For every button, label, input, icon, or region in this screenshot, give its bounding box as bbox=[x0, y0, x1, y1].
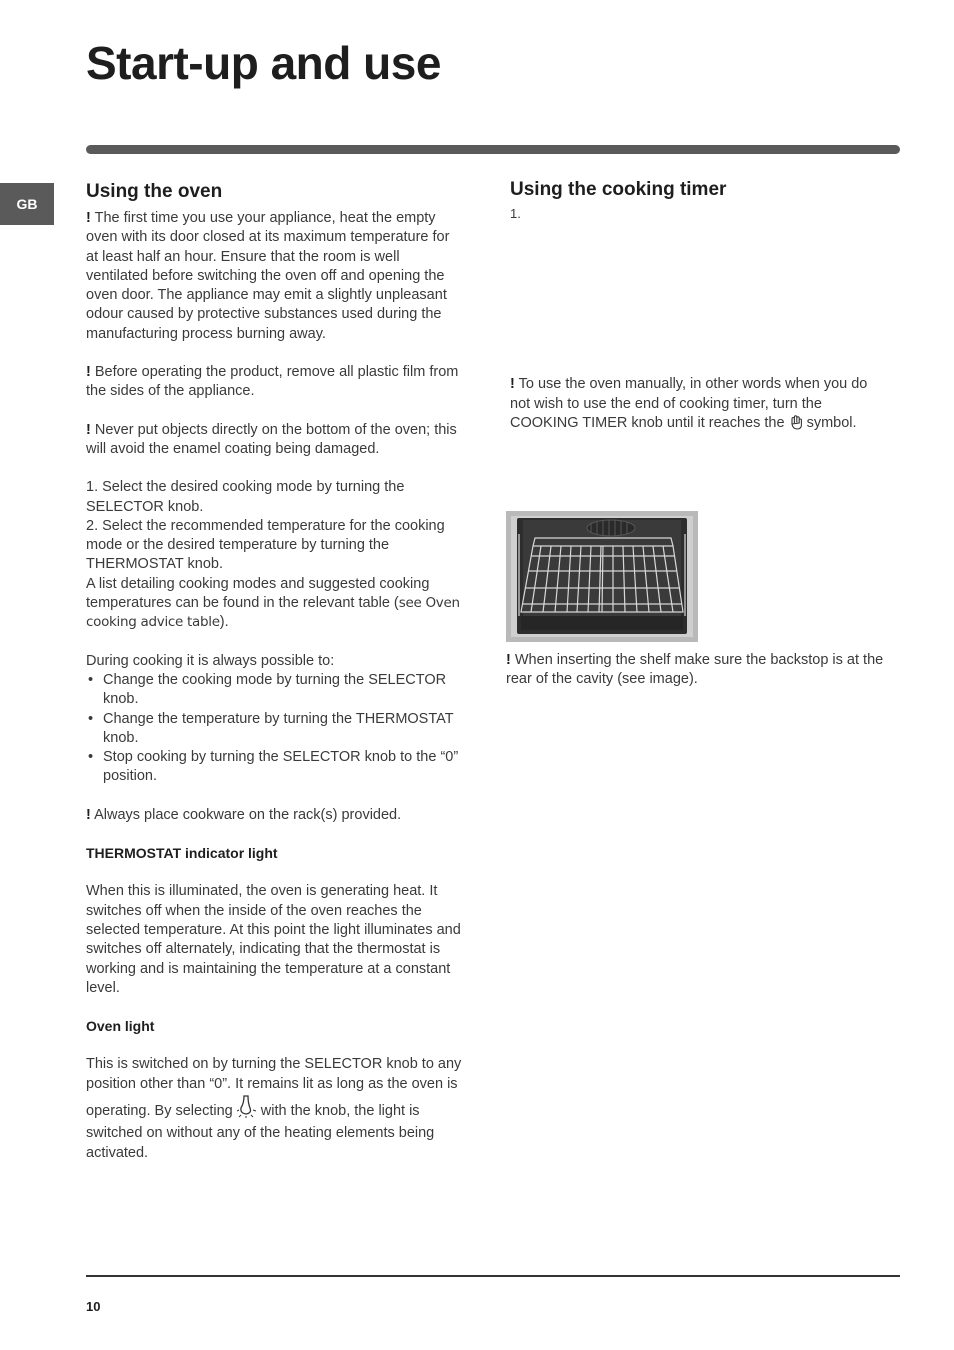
lamp-icon bbox=[237, 1094, 257, 1124]
oven-light-heading: Oven light bbox=[86, 1018, 155, 1035]
cooking-table-close: ). bbox=[219, 614, 229, 631]
cooking-table-ref-paragraph bbox=[86, 575, 464, 633]
step-1: 1. Select the desired cooking mode by turning the SELECTOR knob. bbox=[86, 479, 405, 515]
hand-icon bbox=[789, 415, 803, 436]
cookware-text: Always place cookware on the rack(s) provided. bbox=[94, 806, 402, 823]
plastic-film-paragraph bbox=[86, 363, 464, 402]
right-column bbox=[510, 178, 890, 436]
plastic-film-text: Before operating the product, remove all plastic film from the sides of the appliance. bbox=[86, 364, 459, 400]
during-cooking-intro: During cooking it is always possible to: bbox=[86, 652, 335, 669]
manual-use-paragraph bbox=[510, 375, 890, 436]
during-cooking-list bbox=[86, 671, 464, 787]
warning-mark: ! bbox=[86, 806, 91, 823]
page-number: 10 bbox=[86, 1299, 101, 1314]
step-2: 2. Select the recommended temperature for the cooking mode or the desired temperature by turning the THERMOSTAT knob. bbox=[86, 517, 445, 573]
first-use-text: The first time you use your appliance, heat the empty oven with its door closed at its maximum temperature for at least half an hour. Ensure that the room is well ventilated before switching the oven off and opening the oven door. The appliance may emit a slightly unpleasant odour caused by protective substances used during the manufacturing process burning away. bbox=[86, 210, 450, 342]
cookware-paragraph bbox=[86, 806, 464, 825]
left-column bbox=[86, 180, 464, 1163]
cooking-table-intro: A list detailing cooking modes and suggested cooking temperatures can be found in the relevant table ( bbox=[86, 575, 430, 612]
using-oven-heading: Using the oven bbox=[86, 181, 223, 202]
list-item: • Change the cooking mode by turning the SELECTOR knob. bbox=[86, 671, 464, 710]
manual-use-text-1: To use the oven manually, in other words when you do not wish to use the end of cooking timer, turn the COOKING TIMER knob until it reaches the bbox=[510, 376, 868, 431]
bottom-objects-paragraph bbox=[86, 421, 464, 460]
cooking-timer-heading: Using the cooking timer bbox=[510, 179, 727, 200]
list-item: • Stop cooking by turning the SELECTOR knob to the “0” position. bbox=[86, 748, 464, 787]
thermostat-light-heading: THERMOSTAT indicator light bbox=[86, 845, 278, 862]
warning-mark: ! bbox=[506, 652, 511, 668]
oven-shelf-image bbox=[506, 511, 698, 642]
list-item: • Change the temperature by turning the THERMOSTAT knob. bbox=[86, 710, 464, 749]
bottom-rule bbox=[86, 1275, 900, 1277]
shelf-backstop-text: When inserting the shelf make sure the backstop is at the rear of the cavity (see image). bbox=[506, 652, 884, 688]
page-title: Start-up and use bbox=[86, 37, 441, 89]
warning-mark: ! bbox=[86, 421, 91, 438]
thermostat-light-text: When this is illuminated, the oven is generating heat. It switches off when the inside of the oven reaches the selected temperature. At this point the light illuminates and switches off alternately, indicating that the thermostat is working and is maintaining the temperature at a constant level. bbox=[86, 883, 461, 996]
language-tab: GB bbox=[0, 183, 54, 225]
warning-mark: ! bbox=[86, 364, 91, 381]
manual-use-text-2: symbol. bbox=[806, 414, 857, 431]
timer-item-1: 1. bbox=[510, 206, 521, 221]
cooking-table-reference: see Oven cooking advice table bbox=[86, 595, 460, 631]
warning-mark: ! bbox=[510, 376, 515, 393]
oven-light-text-1: This is switched on by turning the SELECTOR knob to any position other than “0”. It remains lit as long as the oven is operating. By selecting bbox=[86, 1056, 462, 1119]
bottom-objects-text: Never put objects directly on the bottom of the oven; this will avoid the enamel coating being damaged. bbox=[86, 421, 457, 457]
oven-light-paragraph bbox=[86, 1055, 464, 1162]
shelf-backstop-paragraph bbox=[506, 651, 890, 690]
warning-mark: ! bbox=[86, 210, 91, 226]
oven-light-text-2: with the knob, the light is switched on without any of the heating elements being activated. bbox=[86, 1102, 435, 1161]
first-use-paragraph bbox=[86, 209, 464, 344]
top-rule bbox=[86, 145, 900, 154]
